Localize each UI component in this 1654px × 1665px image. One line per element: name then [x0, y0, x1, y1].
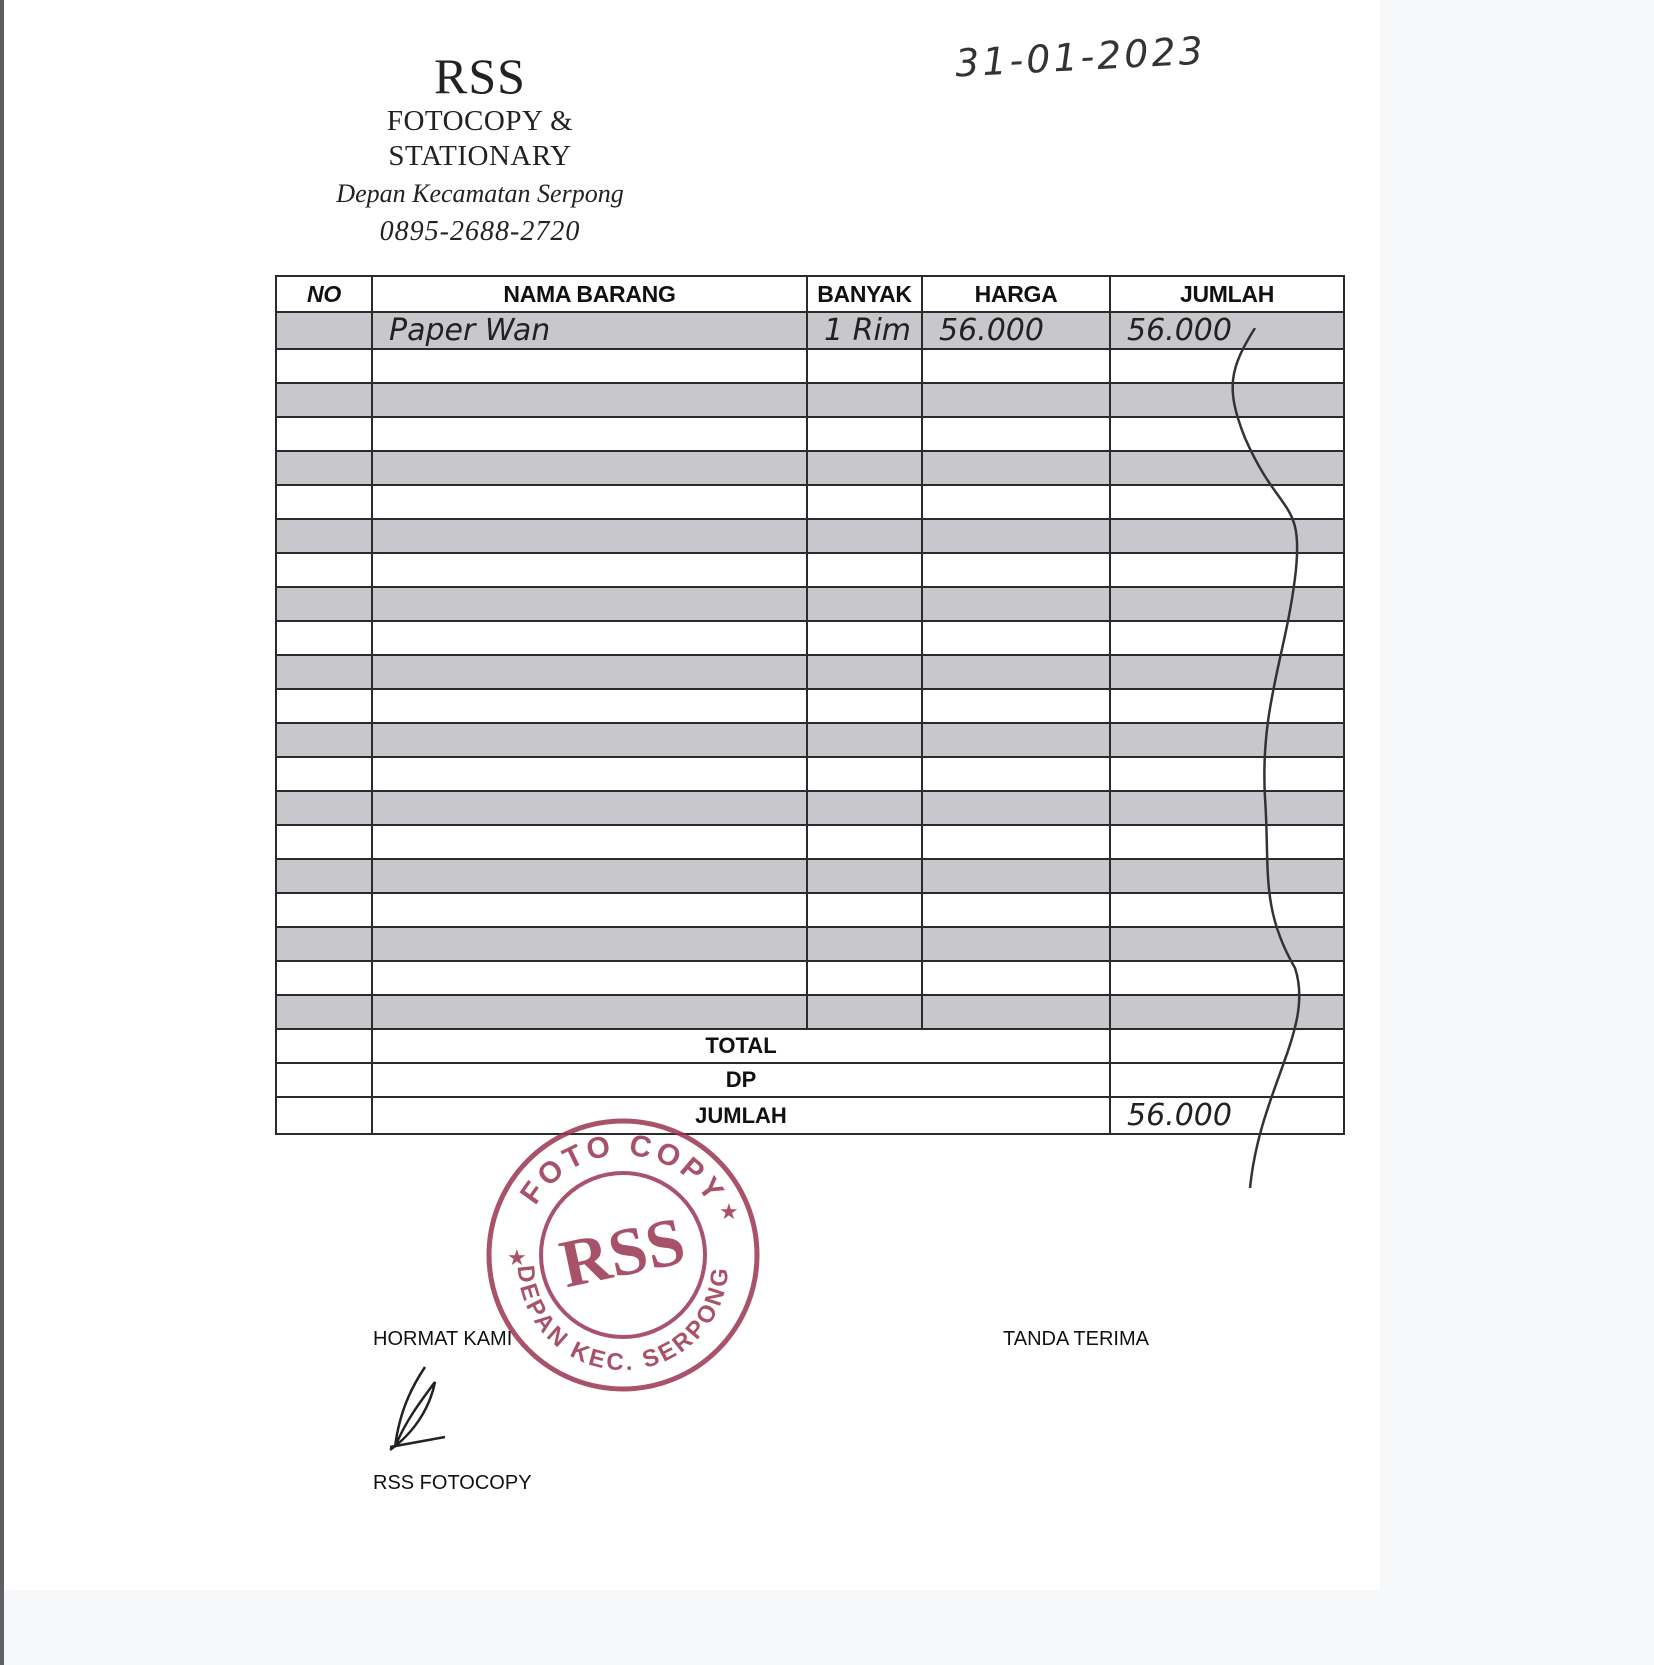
- cell-banyak: [807, 995, 922, 1029]
- jumlah-label: JUMLAH: [372, 1097, 1110, 1134]
- table-row: [276, 655, 1344, 689]
- stamp-top-text: FOTO COPY: [513, 1128, 733, 1211]
- table-row: [276, 893, 1344, 927]
- cell-no: [276, 451, 372, 485]
- jumlah-blank: [276, 1097, 372, 1134]
- cell-harga: [922, 383, 1110, 417]
- cell-banyak: [807, 655, 922, 689]
- stamp-bottom-text: DEPAN KEC. SERPONG: [511, 1263, 735, 1377]
- store-brand: RSS: [434, 48, 526, 104]
- cell-nama-barang: [372, 655, 807, 689]
- receipt-date: 31-01-2023: [954, 28, 1207, 86]
- tanda-terima-label: TANDA TERIMA: [1003, 1328, 1149, 1350]
- cell-nama-barang: [372, 927, 807, 961]
- invoice-table: [275, 275, 1345, 1135]
- column-header-harga: HARGA: [922, 276, 1110, 312]
- cell-banyak: [807, 791, 922, 825]
- cell-banyak: [807, 485, 922, 519]
- table-row: [276, 312, 1344, 349]
- cell-harga: [922, 621, 1110, 655]
- cell-harga: [922, 349, 1110, 383]
- cell-nama-barang: [372, 995, 807, 1029]
- cell-nama-barang: Paper Wan: [372, 312, 807, 349]
- total-blank: [276, 1029, 372, 1063]
- table-row: [276, 519, 1344, 553]
- cell-nama-barang: [372, 451, 807, 485]
- cell-nama-barang: [372, 349, 807, 383]
- table-row: [276, 689, 1344, 723]
- cell-nama-barang: [372, 587, 807, 621]
- jumlah-value: 56.000: [1110, 1097, 1344, 1134]
- cell-banyak: [807, 383, 922, 417]
- cell-harga: [922, 893, 1110, 927]
- table-row: [276, 417, 1344, 451]
- cell-no: [276, 417, 372, 451]
- cell-no: [276, 553, 372, 587]
- cell-jumlah: 56.000: [1110, 312, 1344, 349]
- cell-harga: [922, 859, 1110, 893]
- cell-banyak: [807, 587, 922, 621]
- cell-no: [276, 519, 372, 553]
- cell-nama-barang: [372, 485, 807, 519]
- signature: [385, 1362, 475, 1452]
- table-row: [276, 383, 1344, 417]
- cell-banyak: [807, 349, 922, 383]
- stamp-star-right-icon: ★: [719, 1199, 739, 1224]
- table-row: [276, 587, 1344, 621]
- store-line-2: STATIONARY: [388, 140, 572, 172]
- cell-banyak: [807, 825, 922, 859]
- cell-harga: 56.000: [922, 312, 1110, 349]
- cell-no: [276, 689, 372, 723]
- cell-banyak: [807, 859, 922, 893]
- table-row: [276, 961, 1344, 995]
- table-row: [276, 859, 1344, 893]
- cell-harga: [922, 995, 1110, 1029]
- cell-banyak: [807, 621, 922, 655]
- column-header-banyak: BANYAK: [807, 276, 922, 312]
- cell-harga: [922, 519, 1110, 553]
- cell-nama-barang: [372, 519, 807, 553]
- cell-harga: [922, 961, 1110, 995]
- hormat-kami-label: HORMAT KAMI: [373, 1328, 513, 1350]
- cell-banyak: [807, 757, 922, 791]
- stamp-center-text: RSS: [553, 1201, 692, 1303]
- cell-nama-barang: [372, 757, 807, 791]
- jumlah-row: [276, 1097, 1344, 1134]
- total-row: [276, 1029, 1344, 1063]
- column-header-jumlah: JUMLAH: [1110, 276, 1344, 312]
- store-phone: 0895-2688-2720: [379, 216, 581, 247]
- cell-banyak: [807, 689, 922, 723]
- total-label: TOTAL: [372, 1029, 1110, 1063]
- cell-no: [276, 859, 372, 893]
- cell-nama-barang: [372, 417, 807, 451]
- cell-harga: [922, 587, 1110, 621]
- cell-harga: [922, 825, 1110, 859]
- handwritten-strike-line: [1200, 328, 1340, 1188]
- cell-harga: [922, 791, 1110, 825]
- column-header-nama-barang: NAMA BARANG: [372, 276, 807, 312]
- cell-harga: [922, 485, 1110, 519]
- table-row: [276, 927, 1344, 961]
- cell-banyak: [807, 927, 922, 961]
- cell-banyak: [807, 893, 922, 927]
- table-row: [276, 995, 1344, 1029]
- cell-banyak: [807, 553, 922, 587]
- cell-nama-barang: [372, 621, 807, 655]
- cell-banyak: [807, 519, 922, 553]
- cell-nama-barang: [372, 383, 807, 417]
- cell-no: [276, 893, 372, 927]
- column-header-no: NO: [276, 276, 372, 312]
- cell-nama-barang: [372, 859, 807, 893]
- cell-no: [276, 995, 372, 1029]
- cell-harga: [922, 417, 1110, 451]
- table-row: [276, 825, 1344, 859]
- table-row: [276, 451, 1344, 485]
- cell-no: [276, 723, 372, 757]
- cell-harga: [922, 553, 1110, 587]
- cell-no: [276, 791, 372, 825]
- cell-harga: [922, 757, 1110, 791]
- store-stamp: [483, 1115, 763, 1395]
- dp-label: DP: [372, 1063, 1110, 1097]
- cell-nama-barang: [372, 825, 807, 859]
- cell-no: [276, 349, 372, 383]
- cell-harga: [922, 451, 1110, 485]
- cell-harga: [922, 689, 1110, 723]
- cell-banyak: [807, 961, 922, 995]
- cell-banyak: [807, 417, 922, 451]
- cell-banyak: [807, 451, 922, 485]
- dp-row: [276, 1063, 1344, 1097]
- cell-no: [276, 587, 372, 621]
- cell-no: [276, 961, 372, 995]
- cell-nama-barang: [372, 553, 807, 587]
- cell-no: [276, 757, 372, 791]
- svg-text:FOTO COPY: [514, 1129, 732, 1210]
- cell-no: [276, 655, 372, 689]
- table-row: [276, 757, 1344, 791]
- store-address: Depan Kecamatan Serpong: [336, 179, 624, 208]
- dp-blank: [276, 1063, 372, 1097]
- table-row: [276, 349, 1344, 383]
- table-row: [276, 723, 1344, 757]
- store-line-1: FOTOCOPY &: [386, 105, 574, 137]
- cell-no: [276, 621, 372, 655]
- table-row: [276, 553, 1344, 587]
- cell-no: [276, 927, 372, 961]
- cell-nama-barang: [372, 689, 807, 723]
- cell-no: [276, 312, 372, 349]
- scan-edge: [0, 0, 4, 1665]
- cell-nama-barang: [372, 723, 807, 757]
- cell-no: [276, 485, 372, 519]
- cell-harga: [922, 927, 1110, 961]
- stamp-star-left-icon: ★: [507, 1245, 527, 1270]
- table-row: [276, 621, 1344, 655]
- cell-banyak: 1 Rim: [807, 312, 922, 349]
- table-row: [276, 485, 1344, 519]
- cell-harga: [922, 723, 1110, 757]
- cell-nama-barang: [372, 961, 807, 995]
- signer-name: RSS FOTOCOPY: [373, 1472, 532, 1494]
- store-header: [320, 48, 640, 250]
- cell-banyak: [807, 723, 922, 757]
- table-header-row: [276, 276, 1344, 312]
- table-row: [276, 791, 1344, 825]
- cell-harga: [922, 655, 1110, 689]
- cell-no: [276, 383, 372, 417]
- cell-nama-barang: [372, 893, 807, 927]
- cell-no: [276, 825, 372, 859]
- cell-nama-barang: [372, 791, 807, 825]
